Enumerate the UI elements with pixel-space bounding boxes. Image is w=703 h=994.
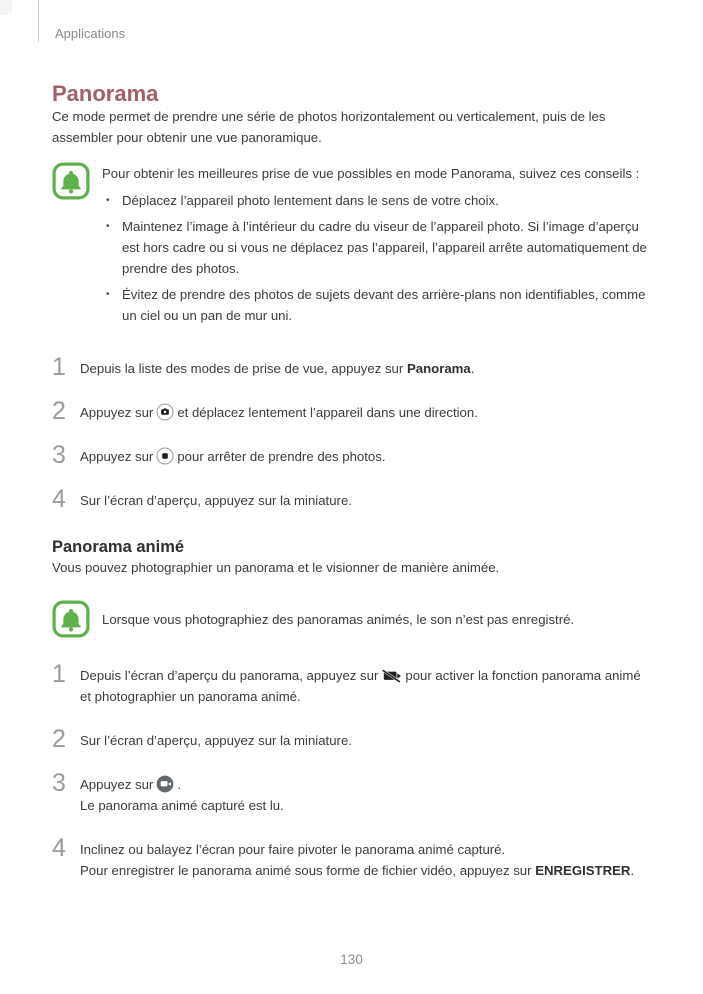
bullet-text: • Évitez de prendre des photos de sujets devant des arrière-plans non identifiables, comme un ciel ou un pan de mur uni.	[122, 287, 646, 323]
step-row	[52, 727, 652, 751]
panorama-steps	[52, 355, 652, 511]
stop-icon	[156, 447, 174, 465]
bullet-text: • Maintenez l’image à l’intérieur du cadre du viseur de l’appareil photo. Si l’image d’aperçu est hors cadre ou si vous ne déplacez pas l’appareil, l’appareil arrête automatiquement de prendre des photos.	[122, 219, 647, 276]
tip-content	[102, 608, 652, 630]
step-text-part: .	[630, 863, 635, 878]
step-text: Sur l’écran d’aperçu, appuyez sur la miniature.	[80, 493, 352, 508]
page-number: 130	[340, 952, 363, 967]
step-text	[80, 402, 652, 423]
step-text-part: .	[470, 361, 475, 376]
step-text	[80, 446, 652, 467]
step-text-part: et déplacez lentement l’appareil dans une direction.	[177, 405, 478, 420]
tip-box	[52, 600, 652, 638]
step-number: 4	[52, 834, 65, 862]
step-text-part: Pour enregistrer le panorama animé sous forme de fichier vidéo, appuyez sur	[80, 863, 536, 878]
camera-capture-icon	[156, 403, 174, 421]
bullet-text: • Déplacez l’appareil photo lentement dans le sens de votre choix.	[122, 193, 499, 208]
step-text-part: Appuyez sur	[80, 449, 154, 464]
step-row	[52, 399, 652, 423]
step-text	[80, 358, 652, 379]
header-divider	[38, 0, 39, 42]
panorama-anime-intro: Vous pouvez photographier un panorama et le visionner de manière animée.	[52, 560, 500, 575]
step-text-bold: ENREGISTRER	[535, 863, 631, 878]
breadcrumb: Applications	[55, 26, 126, 41]
step-subtext: Le panorama animé capturé est lu.	[80, 798, 284, 813]
subsection-title: Panorama animé	[52, 538, 185, 556]
step-text-part: Appuyez sur	[80, 405, 154, 420]
step-row	[52, 771, 652, 816]
page-content	[52, 82, 652, 901]
panorama-anime-steps	[52, 662, 652, 881]
tip-content	[102, 162, 652, 331]
step-text-part: pour activer la fonction panorama animé et photographier un panorama animé.	[80, 668, 641, 704]
notification-bell-icon	[52, 162, 90, 200]
step-row	[52, 836, 652, 881]
step-number: 3	[52, 441, 65, 469]
tip-bullet-list	[102, 190, 652, 326]
step-text-part: pour arrêter de prendre des photos.	[177, 449, 386, 464]
step-row	[52, 487, 652, 511]
page-title: Panorama	[52, 81, 159, 106]
play-motion-panorama-icon	[156, 775, 174, 793]
motion-panorama-icon	[381, 668, 402, 684]
list-item	[106, 190, 652, 211]
notification-bell-icon	[52, 600, 90, 638]
step-number: 4	[52, 485, 65, 513]
step-text-part: .	[177, 777, 181, 792]
step-text-bold: Panorama	[406, 361, 471, 376]
step-number: 1	[52, 660, 65, 688]
step-subtext	[80, 860, 652, 881]
step-text-part: Depuis la liste des modes de prise de vue, appuyez sur	[80, 361, 407, 376]
step-row	[52, 443, 652, 467]
step-number: 2	[52, 725, 65, 753]
tip-text: Lorsque vous photographiez des panoramas animés, le son n’est pas enregistré.	[102, 612, 575, 627]
step-text	[80, 774, 652, 795]
tip-intro: Pour obtenir les meilleures prise de vue possibles en mode Panorama, suivez ces conseils :	[102, 166, 640, 181]
step-row	[52, 355, 652, 379]
step-text-part: Appuyez sur	[80, 777, 154, 792]
step-number: 3	[52, 769, 65, 797]
corner-mark	[0, 0, 12, 15]
list-item	[106, 284, 652, 326]
list-item	[106, 216, 652, 279]
step-number: 2	[52, 397, 65, 425]
step-text	[80, 665, 652, 707]
step-text: Sur l’écran d’aperçu, appuyez sur la miniature.	[80, 733, 352, 748]
step-text-part: Depuis l’écran d’aperçu du panorama, appuyez sur	[80, 668, 379, 683]
step-text: Inclinez ou balayez l’écran pour faire pivoter le panorama animé capturé.	[80, 842, 506, 857]
tip-box	[52, 162, 652, 331]
panorama-intro: Ce mode permet de prendre une série de photos horizontalement ou verticalement, puis de les assembler pour obtenir une vue panoramique.	[52, 109, 606, 145]
step-row	[52, 662, 652, 707]
step-number: 1	[52, 353, 65, 381]
